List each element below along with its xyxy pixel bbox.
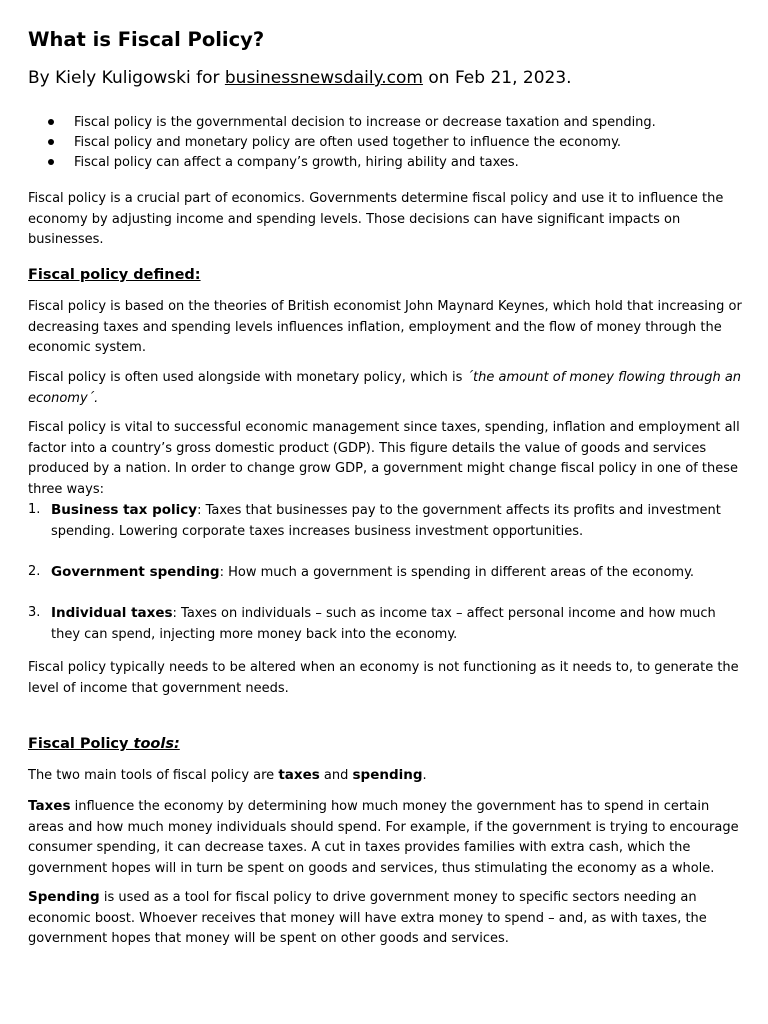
tools-intro-period: .: [422, 768, 427, 783]
spending-term: Spending: [28, 889, 100, 905]
section-heading-tools: [28, 734, 180, 754]
summary-bullet-text: Fiscal policy is the governmental decision to increase or decrease taxation and spending.: [74, 115, 656, 130]
monetary-paragraph: [28, 368, 743, 409]
tools-intro-and: and: [319, 768, 353, 783]
byline: [28, 66, 572, 90]
spending-paragraph: [28, 887, 743, 950]
list-number: 2.: [28, 564, 41, 579]
monetary-paragraph-text: Fiscal policy is often used alongside with monetary policy, which is: [28, 370, 467, 385]
fiscal-way-body: [51, 603, 743, 645]
fiscal-way-item: [28, 562, 743, 584]
fiscal-way-text: : Taxes on individuals – such as income tax – affect personal income and how much they can spend, injecting more money back into the economy.: [51, 606, 716, 642]
summary-bullet-text: Fiscal policy and monetary policy are often used together to influence the economy.: [74, 135, 622, 150]
spending-keyword: spending: [352, 767, 423, 783]
taxes-paragraph: [28, 796, 743, 879]
summary-bullet: [28, 133, 743, 153]
page-title: What is Fiscal Policy?: [28, 28, 265, 51]
intro-paragraph: Fiscal policy is a crucial part of economics. Governments determine fiscal policy and use it to influence the economy by adjusting income and spending levels. Those decisions can have significant impacts on businesses.: [28, 191, 724, 247]
tools-intro-paragraph: [28, 765, 743, 787]
list-number: 3.: [28, 605, 41, 620]
tools-intro-text: The two main tools of fiscal policy are: [28, 768, 279, 783]
summary-bullet-text: Fiscal policy can affect a company’s growth, hiring ability and taxes.: [74, 155, 519, 170]
fiscal-way-text: : How much a government is spending in different areas of the economy.: [219, 565, 695, 580]
fiscal-way-item: [28, 500, 743, 542]
gdp-paragraph: Fiscal policy is vital to successful economic management since taxes, spending, inflation and employment all factor into a country’s gross domestic product (GDP). This figure details the value of goods and services produced by a nation. In order to change grow GDP, a government might change fiscal policy in one of these three ways:: [28, 420, 740, 497]
summary-bullet-list: [28, 113, 743, 173]
altered-paragraph: Fiscal policy typically needs to be altered when an economy is not functioning as it needs to, to generate the level of income that government needs.: [28, 660, 739, 696]
fiscal-way-item: [28, 603, 743, 645]
fiscal-way-body: [51, 562, 743, 584]
fiscal-way-text: : Taxes that businesses pay to the government affects its profits and investment spending. Lowering corporate taxes increases business investment opportunities.: [51, 503, 721, 539]
byline-date: on Feb 21, 2023.: [422, 68, 572, 88]
bullet-icon: [48, 119, 54, 125]
fiscal-way-term: Business tax policy: [51, 502, 198, 518]
byline-author: By Kiely Kuligowski for: [28, 68, 225, 88]
source-link[interactable]: businessnewsdaily.com: [224, 68, 423, 88]
fiscal-way-term: Government spending: [51, 564, 220, 580]
summary-bullet: [28, 153, 743, 173]
tools-heading-text: Fiscal Policy: [28, 736, 134, 752]
taxes-keyword: taxes: [278, 767, 320, 783]
bullet-icon: [48, 159, 54, 165]
monetary-definition-quote: ´the amount of money flowing through an economy´.: [28, 370, 742, 406]
taxes-term: Taxes: [28, 798, 71, 814]
tools-heading-italic: tools:: [133, 736, 180, 752]
fiscal-way-term: Individual taxes: [51, 605, 173, 621]
bullet-icon: [48, 139, 54, 145]
keynes-paragraph: Fiscal policy is based on the theories of British economist John Maynard Keynes, which hold that increasing or decreasing taxes and spending levels influences inflation, employment and the flow of money through the economic system.: [28, 299, 742, 355]
spending-paragraph-text: is used as a tool for fiscal policy to drive government money to specific sectors needing an economic boost. Whoever receives that money will have extra money to spend – and, as with taxes, the government hopes that money will be spent on other goods and services.: [28, 890, 707, 946]
taxes-paragraph-text: influence the economy by determining how much money the government has to spend in certain areas and how much money individuals should spend. For example, if the government is trying to encourage consumer spending, it can decrease taxes. A cut in taxes provides families with extra cash, which the government hopes will in turn be spent on goods and services, thus stimulating the economy as a whole.: [28, 799, 739, 876]
list-number: 1.: [28, 502, 41, 517]
summary-bullet: [28, 113, 743, 133]
fiscal-way-body: [51, 500, 743, 542]
section-heading-defined: Fiscal policy defined:: [28, 267, 201, 283]
